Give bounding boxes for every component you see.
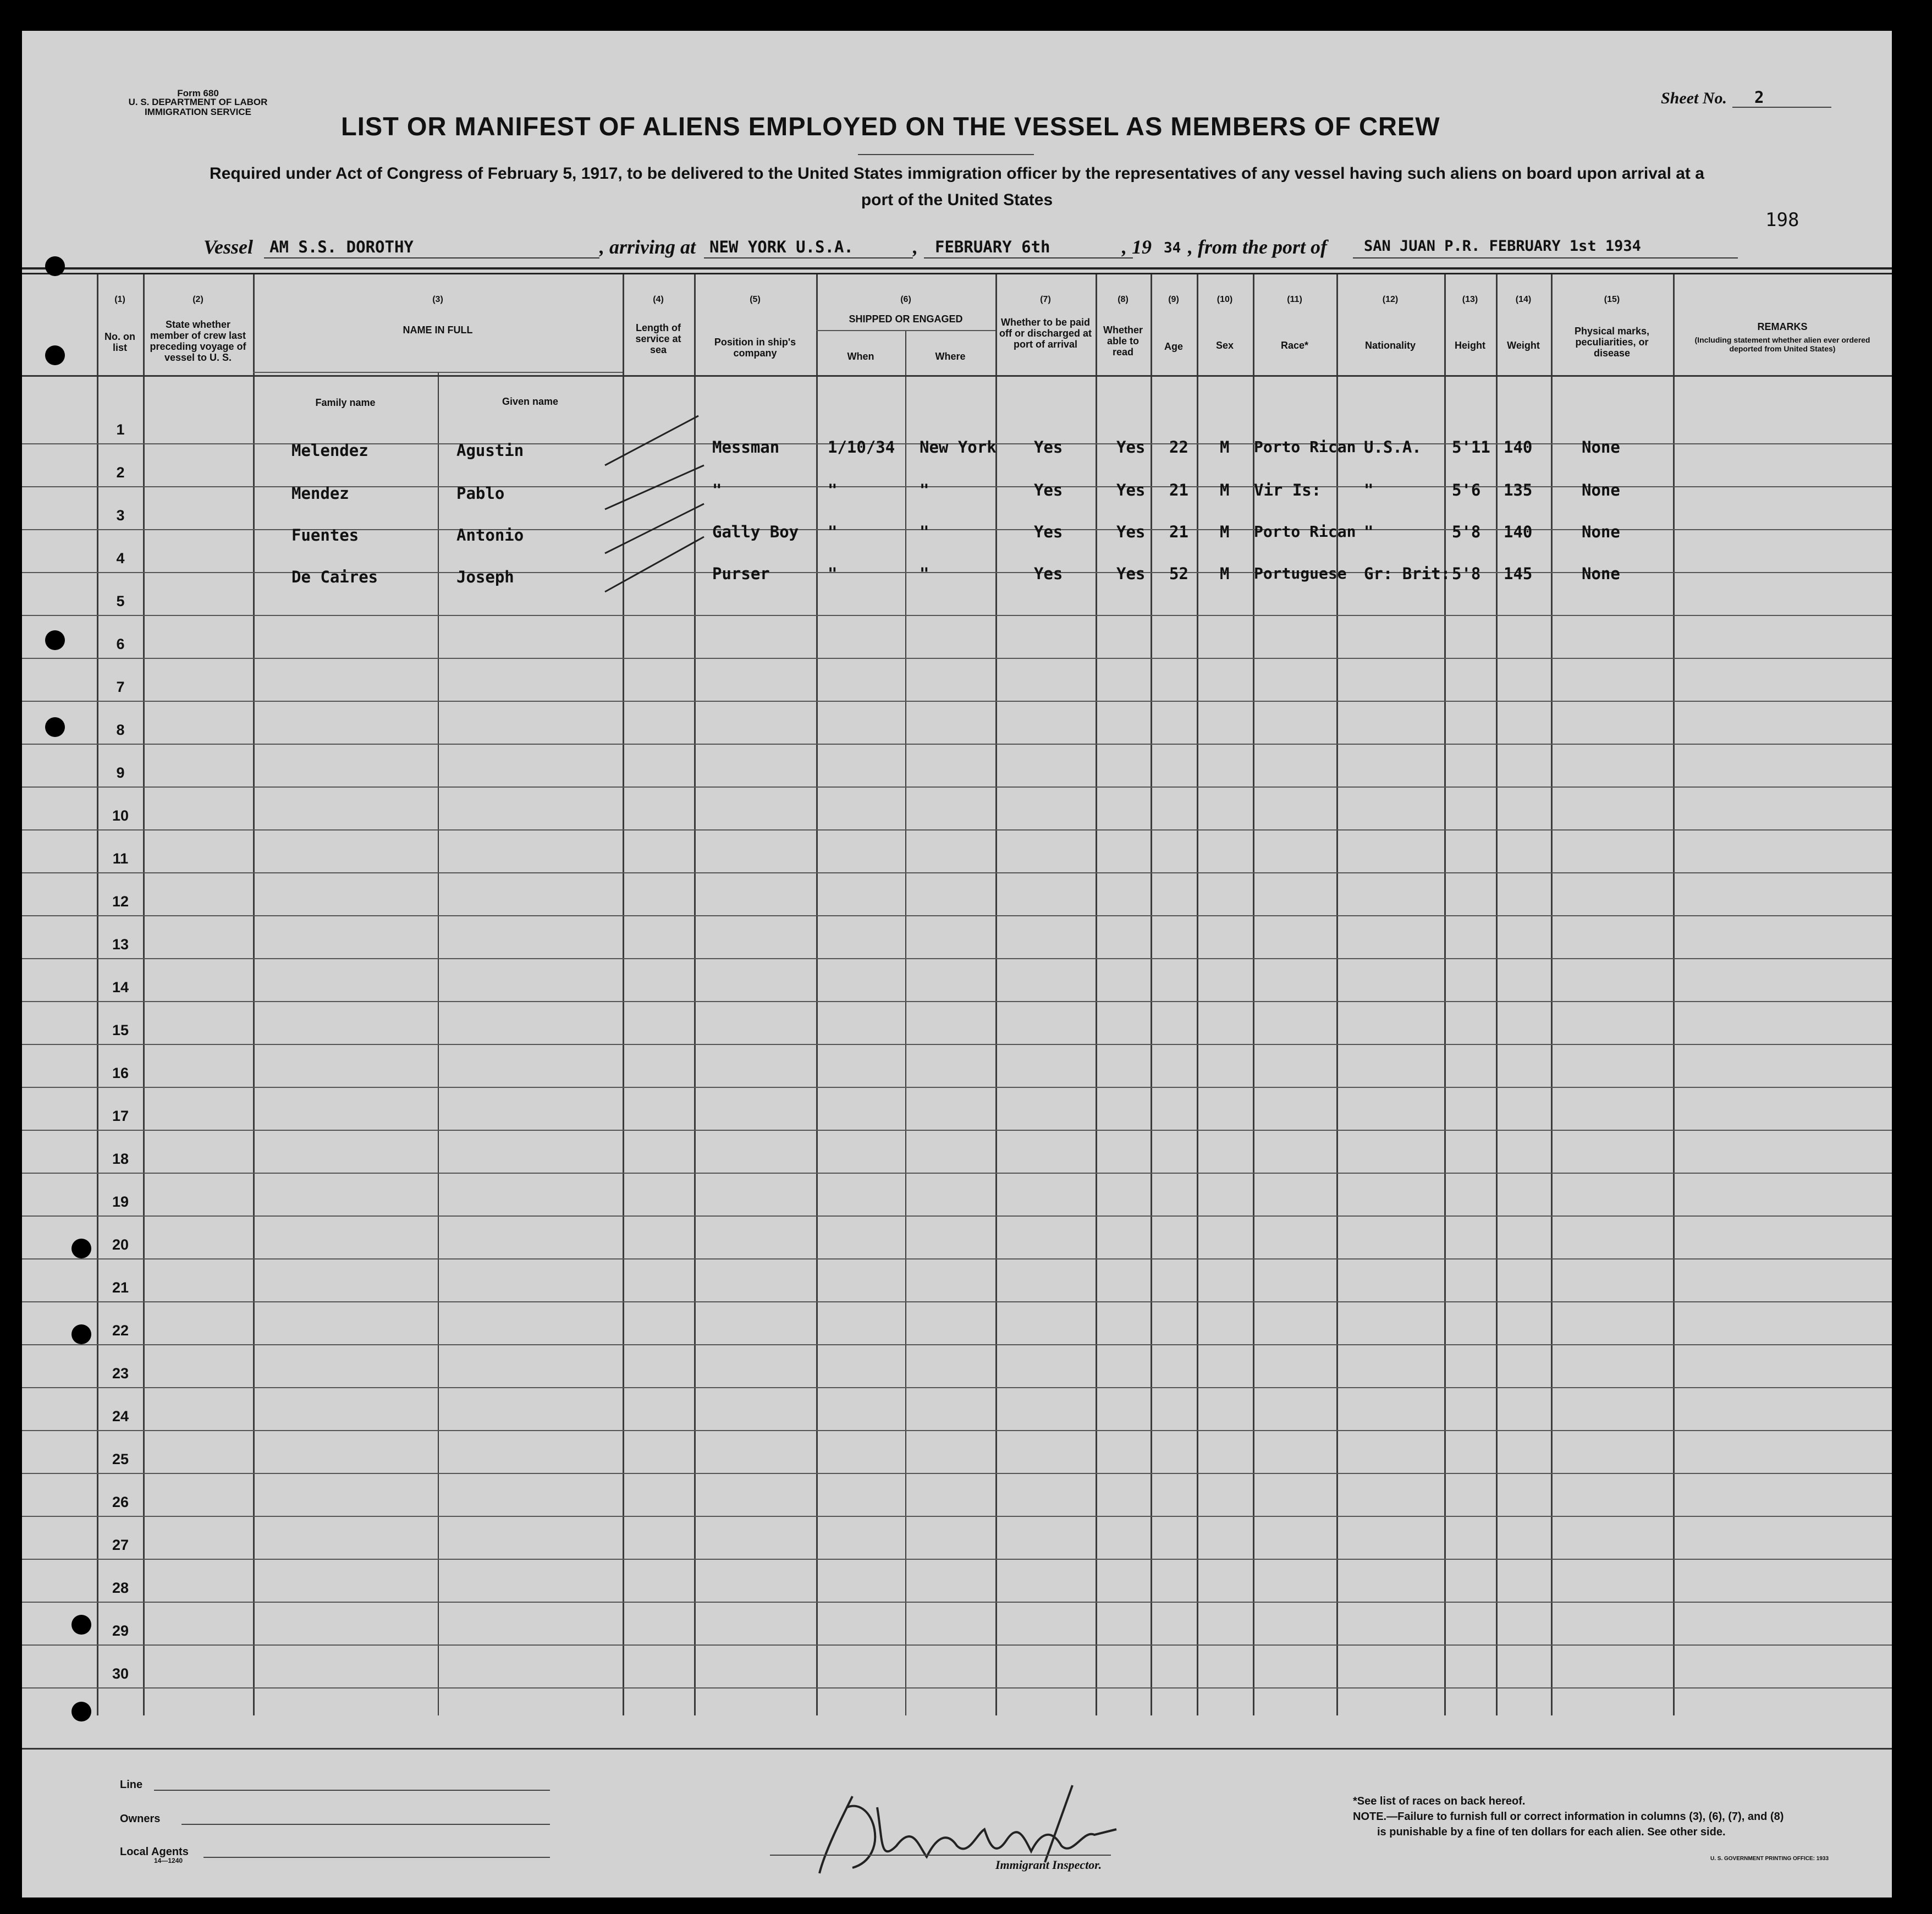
col13-header: Height [1455, 340, 1485, 351]
col6-number: (6) [900, 295, 911, 304]
age-cell: 21 [1169, 481, 1188, 499]
remarks-note: (Including statement whether alien ever ordered deported from United States) [1694, 336, 1870, 353]
row-rule [22, 1602, 1892, 1603]
paid-off-cell: Yes [1034, 522, 1063, 541]
row-number: 5 [116, 593, 125, 609]
row-number: 10 [112, 807, 129, 824]
row-number: 16 [112, 1065, 129, 1081]
paid-off-cell: Yes [1034, 564, 1063, 583]
col12-header: Nationality [1364, 340, 1416, 351]
table-bottom-rule [22, 1748, 1892, 1750]
department-name: U. S. DEPARTMENT OF LABOR [128, 97, 268, 107]
nationality-cell: " [1364, 522, 1374, 541]
row-rule [22, 1173, 1892, 1174]
row-rule [22, 1473, 1892, 1474]
punch-hole [71, 1615, 91, 1635]
inspector-label: Immigrant Inspector. [995, 1858, 1102, 1872]
row-rule [22, 1687, 1892, 1689]
shipped-when-cell: " [828, 564, 838, 583]
col8-header: Whether able to read [1103, 324, 1143, 358]
sex-cell: M [1220, 438, 1230, 457]
row-number: 20 [112, 1236, 129, 1253]
row-number: 12 [112, 893, 129, 910]
sheet-label: Sheet No. [1661, 89, 1727, 107]
col10-number: (10) [1217, 295, 1233, 304]
family-name-cell: Melendez [291, 441, 368, 460]
row-rule [22, 1516, 1892, 1517]
check-stroke [605, 465, 704, 509]
row-number: 15 [112, 1022, 129, 1038]
from-label: , from the port of [1188, 236, 1328, 258]
row-rule [22, 1645, 1892, 1646]
weight-cell: 145 [1504, 564, 1533, 583]
sex-cell: M [1220, 522, 1230, 541]
able-to-read-cell: Yes [1116, 564, 1146, 583]
col3-family-header: Family name [315, 397, 376, 408]
col11-header: Race* [1280, 340, 1309, 351]
row-rule [22, 1130, 1892, 1131]
punch-hole [45, 717, 65, 737]
row-rule [22, 1044, 1892, 1045]
col14-header: Weight [1507, 340, 1540, 351]
row-rule [22, 744, 1892, 745]
row-number: 21 [112, 1279, 129, 1296]
row-number: 24 [112, 1408, 129, 1425]
row-rule [22, 1430, 1892, 1431]
shipped-where-cell: " [920, 564, 929, 583]
col-line [1151, 274, 1152, 1715]
col-line [1444, 274, 1446, 1715]
row-rule [22, 958, 1892, 959]
agents-underline [203, 1857, 550, 1858]
row-rule [22, 1216, 1892, 1217]
punch-hole [45, 256, 65, 276]
race-cell: Portuguese [1254, 564, 1347, 582]
vessel-label: Vessel [203, 236, 253, 258]
row-number: 30 [112, 1665, 129, 1682]
note-line-1: NOTE.—Failure to furnish full or correct information in columns (3), (6), (7), and (8) [1353, 1811, 1784, 1823]
shipped-when-cell: " [828, 481, 838, 499]
races-note: *See list of races on back hereof. [1353, 1795, 1526, 1807]
comma-1: , [913, 236, 918, 258]
able-to-read-cell: Yes [1116, 481, 1146, 499]
row-number: 22 [112, 1322, 129, 1339]
able-to-read-cell: Yes [1116, 522, 1146, 541]
stamp-number: 198 [1765, 209, 1799, 231]
col13-number: (13) [1462, 295, 1478, 304]
col9-header: Age [1164, 341, 1183, 352]
shipped-where-cell: " [920, 522, 929, 541]
col5-header: Position in ship's company [714, 337, 796, 359]
physical-marks-cell: None [1582, 481, 1620, 499]
row-number: 25 [112, 1451, 129, 1467]
race-cell: Porto Rican [1254, 522, 1356, 541]
able-to-read-cell: Yes [1116, 438, 1146, 457]
row-number: 8 [116, 722, 125, 738]
height-cell: 5'6 [1452, 481, 1481, 499]
col3-number: (3) [432, 295, 443, 304]
shipped-where-cell: New York [920, 438, 997, 457]
row-number: 1 [116, 421, 125, 438]
col-line [1197, 274, 1198, 1715]
row-rule [22, 1001, 1892, 1002]
position-cell: Purser [712, 564, 770, 583]
family-name-cell: De Caires [291, 568, 378, 586]
row-number: 4 [116, 550, 125, 566]
page-title: LIST OR MANIFEST OF ALIENS EMPLOYED ON THE VESSEL AS MEMBERS OF CREW [341, 112, 1440, 141]
row-rule [22, 1387, 1892, 1388]
service-check-marks [594, 405, 759, 603]
manifest-sheet [22, 31, 1892, 1898]
col-line [995, 274, 997, 1715]
row-number: 14 [112, 979, 129, 996]
row-rule [22, 829, 1892, 831]
given-name-cell: Joseph [456, 568, 514, 586]
col14-number: (14) [1515, 295, 1532, 304]
family-name-cell: Mendez [291, 484, 349, 503]
row-number: 17 [112, 1108, 129, 1124]
row-rule [22, 872, 1892, 873]
remarks-header: REMARKS [1757, 321, 1808, 332]
row-rule [22, 658, 1892, 659]
row-rule [22, 1301, 1892, 1302]
service-name: IMMIGRATION SERVICE [145, 107, 251, 117]
family-name-cell: Fuentes [291, 526, 359, 544]
height-cell: 5'8 [1452, 522, 1481, 541]
age-cell: 22 [1169, 438, 1188, 457]
punch-hole [45, 630, 65, 650]
col12-number: (12) [1382, 295, 1399, 304]
row-number: 28 [112, 1580, 129, 1596]
col6-header: SHIPPED OR ENGAGED [849, 314, 963, 324]
owners-underline [181, 1824, 550, 1825]
row-number: 11 [112, 850, 129, 867]
col-line [253, 274, 255, 1715]
from-port: SAN JUAN P.R. FEBRUARY 1st 1934 [1364, 238, 1641, 255]
header-bottom-rule [22, 375, 1892, 377]
col6-where-header: Where [935, 351, 966, 362]
row-number: 18 [112, 1151, 129, 1167]
col3-header: NAME IN FULL [403, 324, 473, 336]
row-rule [22, 1344, 1892, 1345]
height-cell: 5'8 [1452, 564, 1481, 583]
col7-number: (7) [1040, 295, 1051, 304]
col6-when-header: When [847, 351, 874, 362]
row-number: 19 [112, 1194, 129, 1210]
col-line [1496, 274, 1498, 1715]
vessel-name: AM S.S. DOROTHY [269, 238, 414, 256]
col11-number: (11) [1287, 295, 1302, 304]
given-name-cell: Agustin [456, 441, 524, 460]
col2-number: (2) [192, 295, 203, 304]
subheader-rule [253, 372, 623, 373]
age-cell: 21 [1169, 522, 1188, 541]
col2-header: State whether member of crew last preceding voyage of vessel to U. S. [150, 319, 246, 363]
col9-number: (9) [1168, 295, 1179, 304]
col1-header: No. on list [104, 331, 135, 353]
arrival-year: 34 [1164, 240, 1181, 256]
physical-marks-cell: None [1582, 438, 1620, 457]
arriving-label: , arriving at [599, 236, 696, 258]
col-line [1096, 274, 1097, 1715]
shipped-when-cell: " [828, 522, 838, 541]
shipped-where-cell: " [920, 481, 929, 499]
row-number: 23 [112, 1365, 129, 1382]
inspector-signature [786, 1774, 1193, 1884]
sheet-number: 2 [1754, 88, 1764, 107]
row-number: 9 [116, 765, 125, 781]
agents-label: Local Agents [120, 1846, 189, 1858]
form-code: 14—1240 [154, 1857, 183, 1865]
nationality-cell: Gr: Brit: [1364, 564, 1451, 583]
row-rule [22, 787, 1892, 788]
race-cell: Vir Is: [1254, 481, 1322, 499]
printer-imprint: U. S. GOVERNMENT PRINTING OFFICE: 1933 [1710, 1856, 1829, 1862]
given-name-cell: Antonio [456, 526, 524, 544]
col10-header: Sex [1215, 340, 1234, 351]
col4-header: Length of service at sea [635, 322, 681, 355]
punch-hole [71, 1324, 91, 1344]
row-number: 6 [116, 636, 125, 652]
race-cell: Porto Rican [1254, 438, 1356, 456]
punch-hole [71, 1702, 91, 1722]
physical-marks-cell: None [1582, 522, 1620, 541]
row-number: 7 [116, 679, 125, 695]
weight-cell: 140 [1504, 522, 1533, 541]
arriving-port: NEW YORK U.S.A. [709, 238, 854, 256]
col4-number: (4) [653, 295, 664, 304]
row-number: 26 [112, 1494, 129, 1510]
owners-label: Owners [120, 1813, 161, 1825]
year-prefix: , 19 [1122, 236, 1152, 258]
row-number: 13 [112, 936, 129, 953]
punch-hole [45, 345, 65, 365]
col-line [1673, 274, 1675, 1715]
row-number: 27 [112, 1537, 129, 1553]
row-number: 3 [116, 507, 125, 524]
punch-hole [71, 1239, 91, 1258]
col-line [905, 330, 906, 1715]
row-rule [22, 915, 1892, 916]
physical-marks-cell: None [1582, 564, 1620, 583]
col8-number: (8) [1118, 295, 1129, 304]
crew-table [22, 31, 1892, 1898]
row-rule [22, 615, 1892, 616]
paid-off-cell: Yes [1034, 438, 1063, 457]
row-rule [22, 1559, 1892, 1560]
note-line-2: is punishable by a fine of ten dollars for each alien. See other side. [1377, 1826, 1726, 1838]
position-cell: " [712, 481, 722, 499]
subheader-rule [816, 330, 995, 331]
position-cell: Messman [712, 438, 780, 457]
col3-given-header: Given name [502, 396, 559, 407]
weight-cell: 140 [1504, 438, 1533, 457]
position-cell: Gally Boy [712, 522, 799, 541]
height-cell: 5'11 [1452, 438, 1490, 457]
col-line [816, 274, 818, 1715]
paid-off-cell: Yes [1034, 481, 1063, 499]
row-number: 29 [112, 1623, 129, 1639]
arrival-date: FEBRUARY 6th [935, 238, 1050, 256]
line-label: Line [120, 1779, 143, 1791]
weight-cell: 135 [1504, 481, 1533, 499]
given-name-cell: Pablo [456, 484, 505, 503]
sex-cell: M [1220, 564, 1230, 583]
col1-number: (1) [114, 295, 125, 304]
subtitle-line-1: Required under Act of Congress of February 5, 1917, to be delivered to the United States immigration officer by the representatives of any vessel having such aliens on board upon arrival at a [210, 164, 1704, 183]
nationality-cell: " [1364, 481, 1374, 499]
sex-cell: M [1220, 481, 1230, 499]
row-rule [22, 1087, 1892, 1088]
col-line [1336, 274, 1338, 1715]
nationality-cell: U.S.A. [1364, 438, 1422, 457]
age-cell: 52 [1169, 564, 1188, 583]
subtitle-line-2: port of the United States [861, 191, 1053, 209]
col15-number: (15) [1604, 295, 1620, 304]
col-line [1551, 274, 1553, 1715]
row-rule [22, 1258, 1892, 1260]
row-number: 2 [116, 464, 125, 481]
col5-number: (5) [750, 295, 761, 304]
inspector-underline [770, 1855, 1111, 1856]
col7-header: Whether to be paid off or discharged at port of arrival [999, 317, 1092, 350]
shipped-when-cell: 1/10/34 [828, 438, 895, 457]
row-rule [22, 701, 1892, 702]
check-stroke [605, 416, 698, 465]
form-number: Form 680 [177, 88, 219, 98]
col15-header: Physical marks, peculiarities, or disease [1574, 326, 1650, 359]
line-underline [154, 1790, 550, 1791]
